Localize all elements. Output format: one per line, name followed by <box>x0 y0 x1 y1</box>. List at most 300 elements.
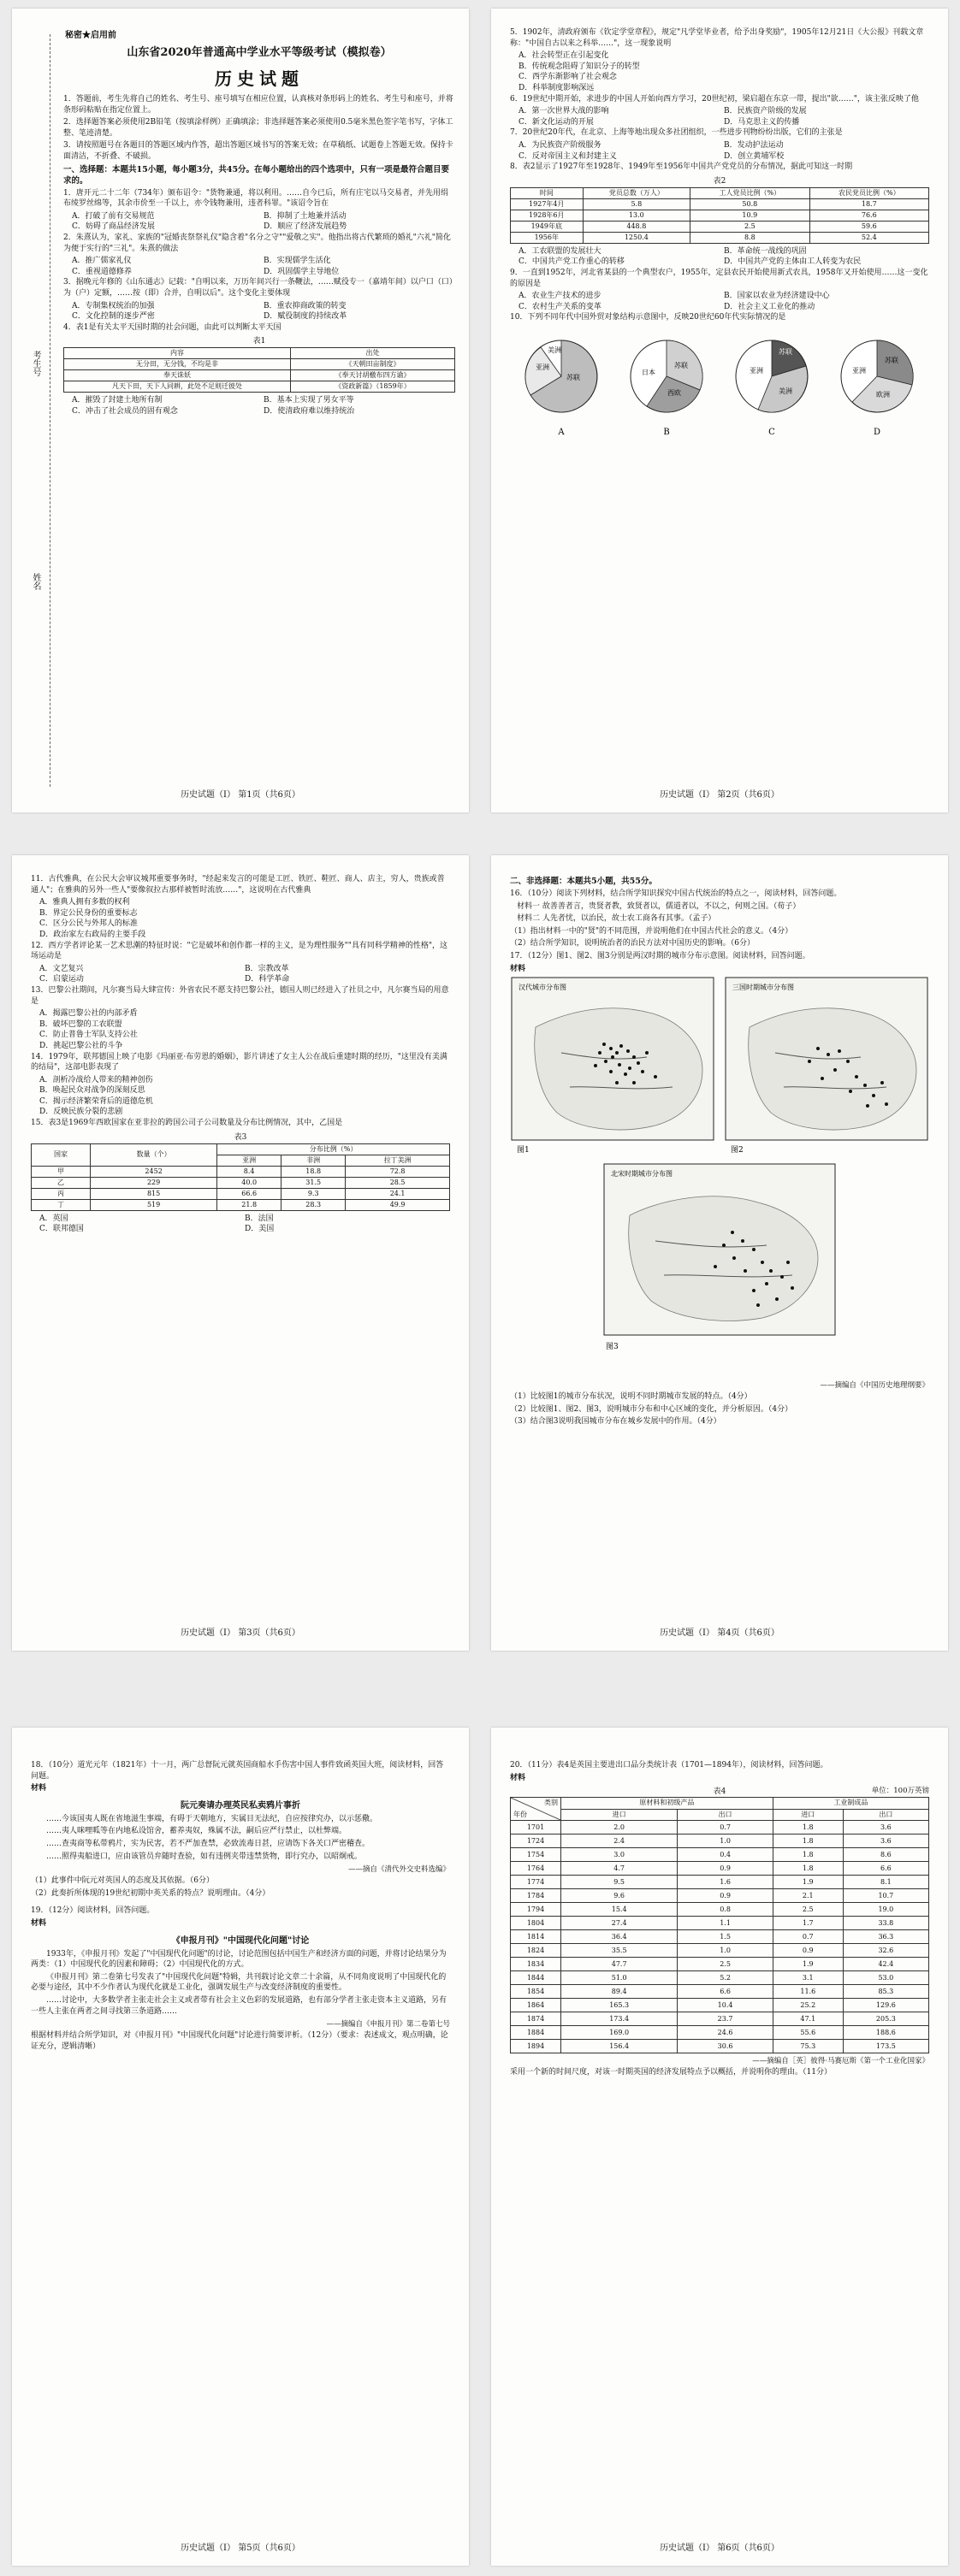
table-cell: 75.3 <box>773 2040 843 2053</box>
table-cell: 1894 <box>511 2040 561 2053</box>
q14-stem: 14．1979年，联邦德国上映了电影《玛丽亚·布劳恩的婚姻》，影片讲述了女主人公在战后重建时期的经历，"这里没有美满的结局"，这部电影表现了 <box>31 1052 447 1072</box>
page-footer: 历史试题（Ⅰ） 第3页（共6页） <box>181 1628 300 1638</box>
table-row <box>511 221 929 232</box>
pie-label: 亚洲 <box>852 366 866 375</box>
table-row <box>511 1958 929 1971</box>
exam-page-5 <box>12 1728 469 2566</box>
q2-options <box>63 256 455 277</box>
table-cell: 36.4 <box>561 1930 678 1944</box>
table-cell: 0.8 <box>678 1903 773 1917</box>
table-cell: 0.9 <box>773 1944 843 1958</box>
table-cell: 25.2 <box>773 1999 843 2012</box>
table-row <box>511 1862 929 1876</box>
pie-option-letter: D <box>873 427 881 437</box>
note-2: 2．选择题答案必须使用2B铅笔（按填涂样例）正确填涂；非选择题答案必须使用0.5毫米黑色签字笔书写，字体工整、笔迹清楚。 <box>63 118 453 138</box>
table-3-caption: 表3 <box>234 1132 247 1142</box>
q12-option-b: B．宗教改革 <box>245 964 289 973</box>
q18-doc-line: ……查夷商等私带鸦片，实为民害，若不严加查禁，必致流毒日甚，应请饬下各关口严密稽查。 <box>46 1839 370 1848</box>
corner-year: 年份 <box>513 1811 527 1819</box>
fig-label: 图2 <box>731 1146 744 1155</box>
q19-stem: 19．（12分）阅读材料，回答问题。 <box>31 1906 155 1916</box>
q8-option-d: D．中国共产党的主体由工人转变为农民 <box>724 257 862 267</box>
pie-c <box>736 340 808 437</box>
table-row <box>64 370 455 381</box>
table-2-header: 工人党员比例（%） <box>690 187 809 198</box>
table-cell: 6.6 <box>678 1985 773 1999</box>
table-cell: 24.1 <box>346 1188 450 1199</box>
q8-option-a: A．工农联盟的发展壮大 <box>519 246 601 256</box>
table-cell: 89.4 <box>561 1985 678 1999</box>
table-cell: 1927年4月 <box>511 198 584 210</box>
table-cell: 8.8 <box>690 232 809 243</box>
q7-option-d: D．创立黄埔军校 <box>724 151 785 161</box>
q6-option-d: D．马克思主义的传播 <box>724 117 800 127</box>
table-cell: 66.6 <box>217 1188 281 1199</box>
table-cell: 9.5 <box>561 1876 678 1889</box>
q5-option-c: C．西学东渐影响了社会观念 <box>519 73 617 82</box>
table-cell: 1.0 <box>678 1835 773 1848</box>
q12-option-c: C．启蒙运动 <box>39 975 84 984</box>
q2-option-d: D．巩固儒学主导地位 <box>264 267 340 276</box>
table-row <box>511 2040 929 2053</box>
q15-option-c: C．联邦德国 <box>39 1225 84 1234</box>
table-cell: 1.5 <box>678 1930 773 1944</box>
table-cell: 1794 <box>511 1903 561 1917</box>
table-cell: 28.3 <box>281 1199 346 1210</box>
table-4-group-header: 工业制成品 <box>773 1798 928 1810</box>
pie-label: 亚洲 <box>750 366 763 375</box>
table-cell: 1754 <box>511 1848 561 1862</box>
table-cell: 49.9 <box>346 1199 450 1210</box>
table-4-group-header: 原材料和初级产品 <box>561 1798 773 1810</box>
table-cell: 28.5 <box>346 1177 450 1188</box>
table-cell: 1834 <box>511 1958 561 1971</box>
page4-content <box>510 874 929 1429</box>
table-cell: 8.6 <box>843 1848 928 1862</box>
page-footer: 历史试题（Ⅰ） 第1页（共6页） <box>181 790 300 800</box>
table-cell: 《奉天讨胡檄布四方谕》 <box>291 370 455 381</box>
q18-source: ——摘自《清代外交史料选编》 <box>347 1865 450 1875</box>
q15-options <box>31 1214 450 1235</box>
table-cell: 5.2 <box>678 1971 773 1985</box>
fig-label: 图3 <box>606 1343 619 1352</box>
q11-option-c: C．区分公民与外邦人的标准 <box>39 919 138 929</box>
table-cell: 1784 <box>511 1889 561 1903</box>
table-cell: 1.8 <box>773 1821 843 1835</box>
table-cell: 凡天下田，天下人同耕，此处不足则迁彼处 <box>64 381 291 393</box>
table-row <box>32 1166 450 1177</box>
page1-content <box>63 94 455 417</box>
pie-label: 苏联 <box>779 347 792 356</box>
table-1 <box>63 347 455 393</box>
page6-content <box>510 1760 929 2080</box>
q4-option-c: C．冲击了社会成员的固有观念 <box>72 406 178 416</box>
table-cell: 1764 <box>511 1862 561 1876</box>
table-cell: 3.6 <box>843 1821 928 1835</box>
table-cell: 0.4 <box>678 1848 773 1862</box>
table-row <box>511 1889 929 1903</box>
q4-stem: 4．表1是有关太平天国时期的社会问题，由此可以判断太平天国 <box>63 322 281 332</box>
q14-option-b: B．唤起民众对战争的深刻反思 <box>39 1086 145 1096</box>
table-cell: 18.7 <box>809 198 928 210</box>
table-cell: 52.4 <box>809 232 928 243</box>
table-row <box>511 1848 929 1862</box>
q16-stem: 16．（10分）阅读下列材料，结合所学知识探究中国古代统治的特点之一，阅读材料，回答问题。 <box>510 889 842 898</box>
q2-option-b: B．实现儒学生活化 <box>264 257 331 266</box>
table-cell: 59.6 <box>809 221 928 232</box>
page2-content <box>510 27 929 445</box>
q1-option-d: D．顺应了经济发展趋势 <box>264 222 347 232</box>
table-cell: 13.0 <box>583 210 690 221</box>
q7-options <box>510 140 929 162</box>
q8-options <box>510 246 929 268</box>
table-row <box>511 1971 929 1985</box>
table-row <box>511 198 929 210</box>
pie-b <box>631 340 702 437</box>
q2-option-c: C．重视道德修养 <box>72 267 132 276</box>
q5-option-a: A．社会转型正在引起变化 <box>519 51 609 61</box>
table-cell: 23.7 <box>678 2012 773 2026</box>
table-cell: 35.5 <box>561 1944 678 1958</box>
q6-option-a: A．第一次世界大战的影响 <box>519 107 609 116</box>
q18-doc-title: 阮元奏请办理英民私卖鸦片事折 <box>181 1800 300 1811</box>
table-cell: 0.7 <box>678 1821 773 1835</box>
table-cell: 30.6 <box>678 2040 773 2053</box>
q16-sub-2: （2）结合所学知识，说明统治者的治民方法对中国历史的影响。（6分） <box>510 939 755 948</box>
pie-label: 苏联 <box>566 373 580 381</box>
table-cell: 448.8 <box>583 221 690 232</box>
table-cell: 丁 <box>32 1199 91 1210</box>
q12-options <box>31 964 450 985</box>
table-cell: 10.4 <box>678 1999 773 2012</box>
table-cell: 2.5 <box>678 1958 773 1971</box>
q13-stem: 13．巴黎公社期间，凡尔赛当局大肆宣传：外省农民不愿支持巴黎公社，德国人则已经进入了社员之中，凡尔赛当局的用意是 <box>31 985 449 1006</box>
q3-options <box>63 301 455 322</box>
table-row <box>511 1944 929 1958</box>
table-row <box>511 1930 929 1944</box>
q9-options <box>510 291 929 312</box>
table-cell: 51.0 <box>561 1971 678 1985</box>
q18-stem: 18．（10分）道光元年（1821年）十一月，两广总督阮元就英国商船水手伤害中国人事件致函英国大班，阅读材料，回答问题。 <box>31 1761 444 1781</box>
q18-sub-2: （2）此奏折所体现的19世纪初期中英关系的特点？说明理由。（4分） <box>31 1888 270 1898</box>
q1-options <box>63 211 455 233</box>
table-2-caption: 表2 <box>713 176 726 186</box>
table-row <box>32 1199 450 1210</box>
table-cell: 21.8 <box>217 1199 281 1210</box>
table-cell: 2.4 <box>561 1835 678 1848</box>
q6-option-b: B．民族资产阶级的发展 <box>724 107 807 116</box>
table-cell: 1804 <box>511 1917 561 1930</box>
table-cell: 10.9 <box>690 210 809 221</box>
table-cell: 2.0 <box>561 1821 678 1835</box>
q3-option-c: C．文化控制的逐步严密 <box>72 312 155 322</box>
q11-option-d: D．政治家左右政局的主要手段 <box>39 930 146 939</box>
table-cell: 72.8 <box>346 1166 450 1177</box>
table-row <box>511 232 929 243</box>
q4-option-a: A．摧毁了封建土地所有制 <box>72 396 163 405</box>
q17-sub-1: （1）比较图1的城市分布状况，说明不同时期城市发展的特点。（4分） <box>510 1392 752 1402</box>
map-figure-2 <box>726 978 927 1155</box>
q7-option-b: B．发动护法运动 <box>724 140 784 150</box>
table-cell: 《天朝田亩制度》 <box>291 359 455 370</box>
q17-material-label: 材料 <box>510 964 526 973</box>
section-2-heading: 二、非选择题：本题共5小题，共55分。 <box>510 877 657 886</box>
q18-sub-1: （1）此事件中阮元对英国人的态度及其依据。（6分） <box>31 1876 214 1886</box>
q19-material-label: 材料 <box>31 1918 47 1928</box>
table-cell: 5.8 <box>583 198 690 210</box>
table-row <box>511 2026 929 2040</box>
city-distribution-maps <box>510 976 929 1378</box>
table-row <box>32 1188 450 1199</box>
table-cell: 36.3 <box>843 1930 928 1944</box>
q19-doc-title: 《申报月刊》"中国现代化问题"讨论 <box>171 1935 310 1946</box>
table-cell: 1824 <box>511 1944 561 1958</box>
q5-option-b: B．传统观念阻碍了知识分子的转型 <box>519 62 640 71</box>
fig-label: 图1 <box>517 1146 530 1155</box>
pie-option-letter: C <box>768 427 775 437</box>
q7-stem: 7．20世纪20年代，在北京、上海等地出现众多社团组织，一些进步刊物纷纷出版，它们的主张是 <box>510 128 843 138</box>
q12-stem: 12．西方学者评论某一艺术思潮的特征时说："它是破坏和创作都一样的主义，是为理性服务""具有同科学精神的性格"，这场运动是 <box>31 941 448 961</box>
table-cell: 3.6 <box>843 1835 928 1848</box>
table-4-caption-row <box>510 1785 929 1797</box>
table-2-header: 农民党员比例（%） <box>809 187 928 198</box>
table-cell: 6.6 <box>843 1862 928 1876</box>
trade-pie-figures <box>510 325 929 445</box>
table-3-header: 亚洲 <box>217 1155 281 1166</box>
table-cell: 0.9 <box>678 1862 773 1876</box>
table-4-unit: 单位：100万英镑 <box>871 1787 929 1796</box>
table-cell: 9.6 <box>561 1889 678 1903</box>
q13-option-b: B．破坏巴黎的工农联盟 <box>39 1019 122 1029</box>
q14-option-c: C．揭示经济繁荣背后的道德危机 <box>39 1096 153 1106</box>
exam-page-4 <box>491 855 948 1651</box>
pie-d <box>841 340 913 437</box>
q19-doc-line: 《申报月刊》第二卷第七号发表了"中国现代化问题"特辑，共刊载讨论文章二十余篇，从不同角度说明了中国现代化的必要与途径，其中不少作者认为现代化就是工业化，强调发展生产与改变经济制度的重要性。 <box>31 1972 447 1993</box>
q3-option-a: A．专制集权统治的加强 <box>72 301 155 310</box>
map-figure-1 <box>512 978 714 1155</box>
table-cell: 4.7 <box>561 1862 678 1876</box>
q18-doc-line: ……照得夷船进口，应由该管员弁随时查验，如有违例夹带违禁货物，即行究办，以昭炯戒。 <box>46 1852 363 1861</box>
table-cell: 27.4 <box>561 1917 678 1930</box>
table-cell: 229 <box>91 1177 217 1188</box>
table-row <box>64 381 455 393</box>
table-row <box>511 210 929 221</box>
table-cell: 1928年6月 <box>511 210 584 221</box>
table-cell: 11.6 <box>773 1985 843 1999</box>
table-cell: 173.4 <box>561 2012 678 2026</box>
page-footer: 历史试题（Ⅰ） 第4页（共6页） <box>660 1628 779 1638</box>
table-2-header: 时间 <box>511 187 584 198</box>
page-footer: 历史试题（Ⅰ） 第5页（共6页） <box>181 2544 300 2553</box>
table-cell: 1774 <box>511 1876 561 1889</box>
table-cell: 8.1 <box>843 1876 928 1889</box>
q9-option-b: B．国家以农业为经济建设中心 <box>724 292 830 301</box>
table-cell: 40.0 <box>217 1177 281 1188</box>
table-cell: 76.6 <box>809 210 928 221</box>
q8-stem: 8．表2显示了1927年至1928年、1949年至1956年中国共产党党员的分布情况，据此可知这一时期 <box>510 162 853 172</box>
table-cell: 10.7 <box>843 1889 928 1903</box>
q18-doc-line: ……今该国夷人既在省地滋生事端，有碍于天朝地方，实属目无法纪，自应按律究办，以示惩儆。 <box>46 1814 378 1823</box>
table-4-header: 出口 <box>678 1809 773 1821</box>
table-cell: 519 <box>91 1199 217 1210</box>
q6-stem: 6．19世纪中期开始，求进步的中国人开始向西方学习，20世纪初，梁启超在东京一带，提出"欲……"，该主张反映了他 <box>510 94 919 103</box>
page-footer: 历史试题（Ⅰ） 第6页（共6页） <box>660 2544 779 2553</box>
pie-a <box>525 340 597 437</box>
section-1-heading: 一、选择题：本题共15小题，每小题3分，共45分。在每小题给出的四个选项中，只有一项是最符合题目要求的。 <box>63 164 450 186</box>
table-4-header: 进口 <box>561 1809 678 1821</box>
q7-option-a: A．为民族资产阶级服务 <box>519 140 601 150</box>
table-cell: 169.0 <box>561 2026 678 2040</box>
q3-stem: 3．据晚元年修的《山东通志》记载："自明以来，万历年间兴行一条鞭法，……赋役专一（嘉靖年间）以户口（口）为（户）定额，……按（即）合并，自明以后"。这个变化主要体现 <box>63 278 453 298</box>
map-title: 北宋时期城市分布图 <box>611 1170 673 1179</box>
table-cell: 2.1 <box>773 1889 843 1903</box>
exam-page-1 <box>12 9 469 812</box>
table-cell: 1250.4 <box>583 232 690 243</box>
pie-option-letter: B <box>663 427 670 437</box>
q19-task: 根据材料并结合所学知识，对《申报月刊》"中国现代化问题"讨论进行简要评析。（12分）（要求：表述成文，观点明确，论证充分，逻辑清晰） <box>31 2031 448 2051</box>
table-row <box>511 1985 929 1999</box>
q1-stem: 1．唐开元二十二年（734年）颁布诏令："货物兼通，将以利用。……自今已后，所有庄宅以马交易者，并先用绢布绫罗丝绵等，其余市价至一千以上，亦令钱物兼用，违者科罪。"该诏令旨在 <box>63 188 449 209</box>
pie-label: 美洲 <box>548 346 561 354</box>
table-row <box>511 1903 929 1917</box>
pie-label: 苏联 <box>885 356 898 364</box>
q4-option-d: D．使清政府难以维持统治 <box>264 406 355 416</box>
table-cell: 无分田，无分钱，不均是非 <box>64 359 291 370</box>
q9-option-c: C．农村生产关系的变革 <box>519 302 601 311</box>
table-cell: 24.6 <box>678 2026 773 2040</box>
table-3-header: 国家 <box>32 1143 91 1166</box>
corner-kind: 类别 <box>544 1799 558 1807</box>
q5-option-d: D．科举制度影响深远 <box>519 83 595 92</box>
table-4-header: 进口 <box>773 1809 843 1821</box>
table-cell: 0.7 <box>773 1930 843 1944</box>
page5-content <box>31 1760 450 2053</box>
q8-option-c: C．中国共产党工作重心的转移 <box>519 257 625 267</box>
table-cell: 2.5 <box>773 1903 843 1917</box>
table-cell: 205.3 <box>843 2012 928 2026</box>
table-cell: 156.4 <box>561 2040 678 2053</box>
table-cell: 85.3 <box>843 1985 928 1999</box>
q2-stem: 2．朱熹认为，家礼、家族的"冠婚丧祭祭礼仪"隐含着"名分之守""爱敬之实"。他指出将古代繁琐的婚礼"六礼"简化为便于实行的"三礼"。朱熹的做法 <box>63 233 451 253</box>
q15-option-a: A．英国 <box>39 1214 68 1223</box>
q10-stem: 10．下列不同年代中国外贸对象结构示意图中，反映20世纪60年代实际情况的是 <box>510 313 786 322</box>
q8-option-b: B．革命统一战线的巩固 <box>724 246 807 256</box>
table-cell: 19.0 <box>843 1903 928 1917</box>
table-cell: 50.8 <box>690 198 809 210</box>
map-title: 汉代城市分布图 <box>519 984 566 992</box>
table-cell: 1874 <box>511 2012 561 2026</box>
table-cell: 31.5 <box>281 1177 346 1188</box>
note-3: 3．请按照题号在各题目的答题区域内作答，超出答题区域书写的答案无效；在草稿纸、试题卷上答题无效。保持卡面清洁，不折叠、不破损。 <box>63 141 453 161</box>
q16-material-1: 材料一 故善善者言，贵贤者教，致贤者以，儒道者以，不以之，何则之国。（荀子） <box>517 901 801 911</box>
table-3-header: 数量（个） <box>91 1143 217 1166</box>
table-cell: 815 <box>91 1188 217 1199</box>
exam-page-3 <box>12 855 469 1651</box>
q6-option-c: C．新文化运动的开展 <box>519 117 594 127</box>
table-cell: 1.7 <box>773 1917 843 1930</box>
table-cell: 129.6 <box>843 1999 928 2012</box>
table-row <box>511 1821 929 1835</box>
table-cell: 1814 <box>511 1930 561 1944</box>
table-cell: 1.9 <box>773 1958 843 1971</box>
candidate-name-label: 姓名 <box>31 573 40 590</box>
q11-option-a: A．雅典人拥有多数的权利 <box>39 898 130 907</box>
table-cell: 1854 <box>511 1985 561 1999</box>
table-cell: 55.6 <box>773 2026 843 2040</box>
table-cell: 甲 <box>32 1166 91 1177</box>
table-cell: 1724 <box>511 1835 561 1848</box>
table-cell: 165.3 <box>561 1999 678 2012</box>
table-cell: 33.8 <box>843 1917 928 1930</box>
table-cell: 1701 <box>511 1821 561 1835</box>
page3-content <box>31 874 450 1235</box>
q4-option-b: B．基本上实现了男女平等 <box>264 396 354 405</box>
q11-option-b: B．界定公民身份的重要标志 <box>39 908 138 918</box>
table-1-header: 出处 <box>291 348 455 359</box>
q7-option-c: C．反对帝国主义和封建主义 <box>519 151 617 161</box>
map-title: 三国时期城市分布图 <box>732 984 794 992</box>
table-cell: 188.6 <box>843 2026 928 2040</box>
q11-stem: 11．古代雅典，在公民大会审议城邦重要事务时，"经起来发言的可能是工匠、铁匠、鞋匠、商人、店主，穷人，贵族或普通人"；在雅典的另外一些人"要像叙拉古那样被暂时流放……"，这说明在古代雅典 <box>31 875 445 895</box>
q1-option-c: C．妨碍了商品经济发展 <box>72 222 155 232</box>
table-3-header: 拉丁美洲 <box>346 1155 450 1166</box>
q3-option-d: D．赋役制度的持续改革 <box>264 312 347 322</box>
table-cell: 丙 <box>32 1188 91 1199</box>
map-figure-3 <box>604 1164 835 1351</box>
q17-sub-3: （3）结合图3说明我国城市分布在城乡发展中的作用。（4分） <box>510 1417 721 1427</box>
q6-options <box>510 106 929 127</box>
secret-label: 秘密★启用前 <box>65 31 116 40</box>
table-cell: 0.9 <box>678 1889 773 1903</box>
q1-option-b: B．抑制了土地兼并活动 <box>264 211 347 221</box>
table-cell: 1949年底 <box>511 221 584 232</box>
table-row <box>511 1876 929 1889</box>
page-footer: 历史试题（Ⅰ） 第2页（共6页） <box>660 790 779 800</box>
exam-page-2 <box>491 9 948 812</box>
q9-option-d: D．社会主义工业化的推动 <box>724 302 815 311</box>
table-cell: 3.0 <box>561 1848 678 1862</box>
q15-stem: 15．表3是1969年西欧国家在亚非拉的跨国公司子公司数量及分布比例情况，其中，乙国是 <box>31 1119 343 1128</box>
q20-source: ——摘编自［英］彼得·马赛厄斯《第一个工业化国家》 <box>752 2057 929 2066</box>
exam-title: 山东省2020年普通高中学业水平等级考试（模拟卷） <box>127 46 392 59</box>
pie-label: 美洲 <box>779 387 792 395</box>
table-cell: 3.1 <box>773 1971 843 1985</box>
pie-label: 日本 <box>642 368 655 376</box>
table-3-group-header: 分布比例（%） <box>217 1143 450 1155</box>
q13-option-d: D．挑起巴黎公社的斗争 <box>39 1041 123 1050</box>
q12-option-a: A．文艺复兴 <box>39 964 84 973</box>
pie-label: 西欧 <box>667 388 681 397</box>
pie-option-letter: A <box>558 427 565 437</box>
note-1: 1．答题前，考生先将自己的姓名、考生号、座号填写在相应位置，认真核对条形码上的姓名、考生号和座号，并将条形码粘贴在指定位置上。 <box>63 95 453 115</box>
q5-stem: 5．1902年，清政府颁布《钦定学堂章程》，规定"凡学堂毕业者，给予出身奖励"，1905年12月21日《大公报》刊载文章称："中国自古以来之科举……"，这一现象说明 <box>510 28 924 48</box>
table-cell: 1.9 <box>773 1876 843 1889</box>
q16-sub-1: （1）指出材料一中的"贤"的不同范围，并说明他们在中国古代社会的意义。（4分） <box>510 926 793 936</box>
q15-option-b: B．法国 <box>245 1214 274 1223</box>
table-row <box>511 1835 929 1848</box>
table-row <box>32 1177 450 1188</box>
candidate-number-label: 考生号 <box>31 351 40 376</box>
q9-stem: 9．一直到1952年，河北省某县的一个典型农户，1955年，定县农民开始使用新式农具，1958年又开始使用……这一变化的原因是 <box>510 268 928 288</box>
q1-option-a: A．打破了前有交易规范 <box>72 211 155 221</box>
table-cell: 2.5 <box>690 221 809 232</box>
table-cell: 《资政新篇》（1859年） <box>291 381 455 393</box>
q14-option-a: A．剖析冷战给人带来的精神创伤 <box>39 1075 153 1084</box>
q18-material-label: 材料 <box>31 1784 47 1793</box>
q20-material-label: 材料 <box>510 1773 526 1782</box>
table-4-caption: 表4 <box>713 1787 726 1797</box>
table-cell: 1.8 <box>773 1848 843 1862</box>
